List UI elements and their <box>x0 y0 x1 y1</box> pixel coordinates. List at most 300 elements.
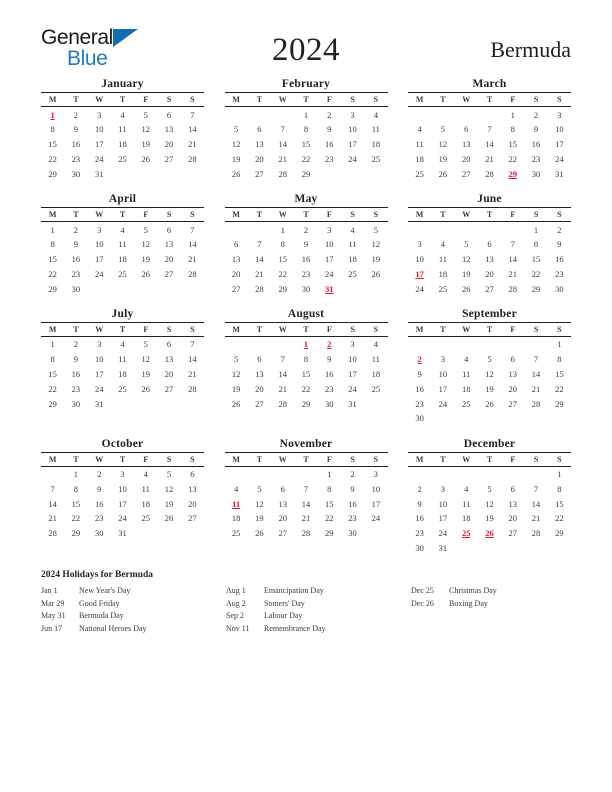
day-cell[interactable]: 25 <box>348 268 357 279</box>
day-cell[interactable]: 18 <box>141 498 151 509</box>
day-cell[interactable]: 13 <box>485 254 494 265</box>
day-cell[interactable]: 24 <box>438 528 448 539</box>
day-cell[interactable]: 17 <box>94 368 104 379</box>
day-cell-holiday[interactable]: 17 <box>415 268 424 279</box>
day-cell[interactable]: 19 <box>141 368 151 379</box>
day-cell[interactable]: 13 <box>508 498 518 509</box>
day-cell[interactable]: 11 <box>118 124 127 135</box>
day-cell[interactable]: 25 <box>118 268 127 279</box>
day-cell[interactable]: 27 <box>164 153 174 164</box>
day-cell[interactable]: 10 <box>94 239 104 250</box>
day-cell[interactable]: 5 <box>143 109 148 120</box>
day-cell[interactable]: 11 <box>118 239 127 250</box>
day-cell[interactable]: 14 <box>485 139 494 150</box>
day-cell[interactable]: 19 <box>485 383 494 394</box>
day-cell[interactable]: 25 <box>438 283 448 294</box>
day-cell[interactable]: 25 <box>461 398 471 409</box>
day-cell[interactable]: 22 <box>48 268 57 279</box>
day-cell[interactable]: 19 <box>141 254 151 265</box>
day-cell[interactable]: 27 <box>508 398 518 409</box>
day-cell[interactable]: 10 <box>438 368 448 379</box>
day-cell[interactable]: 21 <box>485 153 494 164</box>
day-cell[interactable]: 2 <box>350 469 355 480</box>
day-cell[interactable]: 4 <box>120 224 125 235</box>
day-cell[interactable]: 23 <box>94 513 104 524</box>
day-cell[interactable]: 28 <box>255 283 264 294</box>
day-cell-holiday[interactable]: 11 <box>232 498 241 509</box>
day-cell[interactable]: 11 <box>415 139 424 150</box>
day-cell[interactable]: 10 <box>438 498 448 509</box>
day-cell[interactable]: 7 <box>50 483 55 494</box>
day-cell[interactable]: 12 <box>231 139 241 150</box>
day-cell[interactable]: 28 <box>188 153 197 164</box>
day-cell[interactable]: 3 <box>327 224 332 235</box>
day-cell[interactable]: 24 <box>348 153 357 164</box>
day-cell[interactable]: 5 <box>440 124 446 135</box>
day-cell[interactable]: 8 <box>280 239 285 250</box>
day-cell[interactable]: 11 <box>438 254 448 265</box>
day-cell[interactable]: 22 <box>555 383 564 394</box>
day-cell[interactable]: 10 <box>118 483 127 494</box>
day-cell[interactable]: 5 <box>464 239 469 250</box>
day-cell[interactable]: 6 <box>234 239 239 250</box>
day-cell[interactable]: 17 <box>94 254 104 265</box>
day-cell-holiday[interactable]: 1 <box>50 109 55 120</box>
day-cell[interactable]: 21 <box>48 513 57 524</box>
day-cell[interactable]: 24 <box>555 153 564 164</box>
day-cell[interactable]: 14 <box>278 139 287 150</box>
day-cell[interactable]: 18 <box>371 139 381 150</box>
day-cell[interactable]: 19 <box>438 153 448 164</box>
day-cell[interactable]: 1 <box>280 224 285 235</box>
day-cell[interactable]: 15 <box>71 498 81 509</box>
day-cell[interactable]: 20 <box>508 383 518 394</box>
day-cell[interactable]: 8 <box>50 124 55 135</box>
day-cell[interactable]: 15 <box>555 498 564 509</box>
day-cell[interactable]: 20 <box>231 268 241 279</box>
day-cell[interactable]: 30 <box>301 283 311 294</box>
day-cell[interactable]: 24 <box>348 383 357 394</box>
day-cell[interactable]: 28 <box>48 528 57 539</box>
day-cell[interactable]: 17 <box>438 383 448 394</box>
day-cell[interactable]: 8 <box>533 239 539 250</box>
day-cell[interactable]: 26 <box>438 168 448 179</box>
day-cell[interactable]: 8 <box>557 354 562 365</box>
day-cell[interactable]: 3 <box>440 354 446 365</box>
day-cell[interactable]: 10 <box>415 254 424 265</box>
day-cell[interactable]: 31 <box>438 543 448 553</box>
day-cell[interactable]: 9 <box>417 498 422 509</box>
day-cell-holiday[interactable]: 2 <box>417 354 422 365</box>
day-cell[interactable]: 22 <box>48 383 57 394</box>
day-cell[interactable]: 6 <box>166 339 172 350</box>
day-cell[interactable]: 2 <box>557 224 562 235</box>
day-cell[interactable]: 5 <box>487 483 492 494</box>
day-cell[interactable]: 26 <box>371 268 381 279</box>
day-cell[interactable]: 30 <box>555 283 564 294</box>
day-cell[interactable]: 12 <box>461 254 471 265</box>
day-cell[interactable]: 23 <box>71 383 81 394</box>
day-cell[interactable]: 9 <box>73 354 79 365</box>
day-cell[interactable]: 22 <box>508 153 518 164</box>
day-cell[interactable]: 26 <box>485 398 494 409</box>
day-cell[interactable]: 4 <box>464 354 469 365</box>
day-cell[interactable]: 23 <box>415 528 424 539</box>
day-cell[interactable]: 19 <box>164 498 174 509</box>
day-cell[interactable]: 28 <box>301 528 311 539</box>
day-cell[interactable]: 24 <box>325 268 334 279</box>
day-cell[interactable]: 27 <box>461 168 471 179</box>
day-cell[interactable]: 27 <box>231 283 241 294</box>
day-cell[interactable]: 8 <box>303 124 309 135</box>
day-cell[interactable]: 5 <box>234 124 239 135</box>
day-cell[interactable]: 10 <box>325 239 334 250</box>
day-cell[interactable]: 19 <box>485 513 494 524</box>
day-cell[interactable]: 6 <box>510 483 515 494</box>
day-cell[interactable]: 26 <box>141 153 151 164</box>
day-cell[interactable]: 2 <box>73 224 79 235</box>
day-cell[interactable]: 29 <box>531 283 541 294</box>
day-cell[interactable]: 2 <box>73 109 79 120</box>
day-cell[interactable]: 4 <box>464 483 469 494</box>
day-cell[interactable]: 17 <box>118 498 127 509</box>
day-cell[interactable]: 31 <box>118 528 127 539</box>
day-cell[interactable]: 13 <box>255 139 264 150</box>
day-cell[interactable]: 14 <box>278 368 287 379</box>
day-cell[interactable]: 7 <box>280 354 285 365</box>
day-cell[interactable]: 18 <box>371 368 381 379</box>
day-cell[interactable]: 13 <box>164 239 174 250</box>
day-cell[interactable]: 20 <box>188 498 197 509</box>
day-cell[interactable]: 1 <box>303 109 309 120</box>
day-cell[interactable]: 10 <box>94 124 104 135</box>
day-cell[interactable]: 17 <box>438 513 448 524</box>
day-cell[interactable]: 29 <box>555 398 564 409</box>
day-cell[interactable]: 15 <box>531 254 541 265</box>
day-cell[interactable]: 22 <box>301 383 311 394</box>
day-cell[interactable]: 9 <box>350 483 355 494</box>
day-cell[interactable]: 16 <box>415 383 424 394</box>
day-cell[interactable]: 29 <box>48 398 57 409</box>
day-cell[interactable]: 23 <box>301 268 311 279</box>
day-cell[interactable]: 8 <box>50 239 55 250</box>
day-cell[interactable]: 8 <box>557 483 562 494</box>
day-cell[interactable]: 11 <box>118 354 127 365</box>
day-cell[interactable]: 7 <box>190 224 195 235</box>
day-cell[interactable]: 20 <box>255 153 264 164</box>
day-cell[interactable]: 2 <box>417 483 422 494</box>
day-cell[interactable]: 30 <box>71 283 81 294</box>
day-cell[interactable]: 9 <box>533 124 539 135</box>
day-cell[interactable]: 15 <box>325 498 334 509</box>
day-cell[interactable]: 17 <box>348 139 357 150</box>
day-cell[interactable]: 19 <box>141 139 151 150</box>
day-cell[interactable]: 27 <box>485 283 494 294</box>
day-cell[interactable]: 1 <box>50 339 55 350</box>
day-cell[interactable]: 4 <box>143 469 148 480</box>
day-cell[interactable]: 3 <box>350 339 355 350</box>
day-cell[interactable]: 23 <box>325 383 334 394</box>
day-cell[interactable]: 6 <box>166 224 172 235</box>
day-cell[interactable]: 12 <box>164 483 174 494</box>
day-cell[interactable]: 3 <box>97 339 102 350</box>
day-cell[interactable]: 28 <box>531 398 541 409</box>
day-cell[interactable]: 3 <box>97 109 102 120</box>
day-cell[interactable]: 31 <box>94 168 104 179</box>
day-cell[interactable]: 14 <box>301 498 311 509</box>
day-cell[interactable]: 20 <box>164 368 174 379</box>
day-cell[interactable]: 21 <box>278 153 287 164</box>
day-cell[interactable]: 22 <box>278 268 287 279</box>
day-cell[interactable]: 26 <box>231 398 241 409</box>
day-cell[interactable]: 31 <box>348 398 357 409</box>
day-cell[interactable]: 27 <box>164 383 174 394</box>
day-cell[interactable]: 14 <box>188 354 197 365</box>
day-cell[interactable]: 25 <box>118 153 127 164</box>
day-cell[interactable]: 18 <box>231 513 241 524</box>
day-cell[interactable]: 23 <box>325 153 334 164</box>
day-cell[interactable]: 18 <box>118 139 127 150</box>
day-cell[interactable]: 7 <box>280 124 285 135</box>
day-cell[interactable]: 20 <box>164 254 174 265</box>
day-cell[interactable]: 7 <box>303 483 309 494</box>
day-cell[interactable]: 8 <box>510 124 515 135</box>
day-cell[interactable]: 16 <box>301 254 311 265</box>
day-cell[interactable]: 28 <box>188 268 197 279</box>
day-cell[interactable]: 29 <box>301 168 311 179</box>
day-cell[interactable]: 16 <box>71 139 81 150</box>
day-cell[interactable]: 9 <box>557 239 562 250</box>
day-cell[interactable]: 28 <box>531 528 541 539</box>
day-cell[interactable]: 28 <box>485 168 494 179</box>
day-cell[interactable]: 5 <box>234 354 239 365</box>
day-cell[interactable]: 26 <box>141 383 151 394</box>
day-cell[interactable]: 23 <box>415 398 424 409</box>
day-cell[interactable]: 17 <box>94 139 104 150</box>
day-cell[interactable]: 4 <box>120 109 125 120</box>
day-cell[interactable]: 15 <box>48 254 57 265</box>
day-cell[interactable]: 21 <box>188 139 197 150</box>
day-cell[interactable]: 28 <box>508 283 518 294</box>
day-cell[interactable]: 31 <box>555 168 564 179</box>
day-cell[interactable]: 6 <box>257 354 262 365</box>
day-cell[interactable]: 10 <box>348 354 357 365</box>
day-cell[interactable]: 14 <box>531 498 541 509</box>
day-cell[interactable]: 7 <box>533 354 539 365</box>
day-cell[interactable]: 3 <box>97 224 102 235</box>
day-cell[interactable]: 12 <box>438 139 448 150</box>
day-cell[interactable]: 20 <box>255 383 264 394</box>
day-cell[interactable]: 9 <box>327 124 332 135</box>
day-cell[interactable]: 5 <box>257 483 262 494</box>
day-cell[interactable]: 29 <box>278 283 287 294</box>
day-cell[interactable]: 27 <box>188 513 197 524</box>
day-cell[interactable]: 17 <box>348 368 357 379</box>
day-cell[interactable]: 23 <box>555 268 564 279</box>
day-cell[interactable]: 29 <box>71 528 81 539</box>
day-cell[interactable]: 16 <box>325 139 334 150</box>
day-cell-holiday[interactable]: 31 <box>325 283 334 294</box>
day-cell[interactable]: 2 <box>73 339 79 350</box>
day-cell[interactable]: 23 <box>348 513 357 524</box>
day-cell[interactable]: 30 <box>94 528 104 539</box>
day-cell[interactable]: 6 <box>510 354 515 365</box>
day-cell[interactable]: 19 <box>255 513 264 524</box>
day-cell[interactable]: 22 <box>301 153 311 164</box>
day-cell[interactable]: 3 <box>120 469 125 480</box>
day-cell[interactable]: 23 <box>71 153 81 164</box>
day-cell[interactable]: 21 <box>531 513 541 524</box>
day-cell[interactable]: 27 <box>508 528 518 539</box>
day-cell[interactable]: 12 <box>231 368 241 379</box>
day-cell[interactable]: 1 <box>533 224 539 235</box>
day-cell[interactable]: 24 <box>94 153 104 164</box>
day-cell[interactable]: 12 <box>141 124 151 135</box>
day-cell[interactable]: 21 <box>508 268 518 279</box>
day-cell[interactable]: 4 <box>373 109 378 120</box>
day-cell[interactable]: 29 <box>48 283 57 294</box>
day-cell-holiday[interactable]: 2 <box>327 339 332 350</box>
day-cell[interactable]: 20 <box>508 513 518 524</box>
day-cell[interactable]: 13 <box>461 139 471 150</box>
day-cell[interactable]: 4 <box>417 124 422 135</box>
day-cell-holiday[interactable]: 1 <box>303 339 309 350</box>
day-cell[interactable]: 9 <box>327 354 332 365</box>
day-cell[interactable]: 18 <box>438 268 448 279</box>
day-cell[interactable]: 20 <box>278 513 287 524</box>
day-cell[interactable]: 4 <box>120 339 125 350</box>
day-cell-holiday[interactable]: 26 <box>485 528 494 539</box>
day-cell[interactable]: 17 <box>325 254 334 265</box>
day-cell[interactable]: 24 <box>415 283 424 294</box>
day-cell[interactable]: 21 <box>531 383 541 394</box>
day-cell[interactable]: 18 <box>415 153 424 164</box>
day-cell[interactable]: 28 <box>278 398 287 409</box>
day-cell[interactable]: 8 <box>50 354 55 365</box>
day-cell[interactable]: 26 <box>141 268 151 279</box>
day-cell[interactable]: 7 <box>257 239 262 250</box>
day-cell[interactable]: 30 <box>71 398 81 409</box>
day-cell[interactable]: 30 <box>415 413 424 424</box>
day-cell[interactable]: 5 <box>166 469 172 480</box>
day-cell[interactable]: 16 <box>71 254 81 265</box>
day-cell[interactable]: 24 <box>94 383 104 394</box>
day-cell[interactable]: 18 <box>348 254 357 265</box>
day-cell[interactable]: 1 <box>73 469 79 480</box>
day-cell[interactable]: 22 <box>531 268 541 279</box>
day-cell[interactable]: 3 <box>557 109 562 120</box>
day-cell[interactable]: 24 <box>94 268 104 279</box>
day-cell[interactable]: 30 <box>325 398 334 409</box>
day-cell[interactable]: 7 <box>190 339 195 350</box>
day-cell[interactable]: 13 <box>188 483 197 494</box>
day-cell[interactable]: 5 <box>487 354 492 365</box>
day-cell[interactable]: 13 <box>255 368 264 379</box>
day-cell[interactable]: 8 <box>73 483 79 494</box>
day-cell[interactable]: 28 <box>278 168 287 179</box>
day-cell[interactable]: 8 <box>303 354 309 365</box>
day-cell[interactable]: 26 <box>164 513 174 524</box>
day-cell[interactable]: 18 <box>118 254 127 265</box>
day-cell[interactable]: 11 <box>371 354 380 365</box>
day-cell[interactable]: 8 <box>327 483 332 494</box>
day-cell[interactable]: 13 <box>508 368 518 379</box>
day-cell[interactable]: 4 <box>350 224 355 235</box>
day-cell-holiday[interactable]: 25 <box>461 528 471 539</box>
day-cell[interactable]: 7 <box>510 239 515 250</box>
day-cell[interactable]: 14 <box>48 498 57 509</box>
day-cell[interactable]: 11 <box>462 498 471 509</box>
day-cell[interactable]: 19 <box>461 268 471 279</box>
day-cell[interactable]: 9 <box>73 239 79 250</box>
day-cell[interactable]: 26 <box>461 283 471 294</box>
day-cell[interactable]: 9 <box>97 483 102 494</box>
day-cell[interactable]: 22 <box>325 513 334 524</box>
day-cell[interactable]: 29 <box>301 398 311 409</box>
day-cell[interactable]: 1 <box>557 469 562 480</box>
day-cell[interactable]: 18 <box>461 513 471 524</box>
day-cell[interactable]: 16 <box>348 498 357 509</box>
day-cell[interactable]: 16 <box>555 254 564 265</box>
day-cell[interactable]: 12 <box>141 354 151 365</box>
day-cell[interactable]: 13 <box>278 498 287 509</box>
day-cell[interactable]: 15 <box>48 368 57 379</box>
day-cell[interactable]: 21 <box>301 513 311 524</box>
day-cell[interactable]: 5 <box>143 339 148 350</box>
day-cell[interactable]: 20 <box>164 139 174 150</box>
day-cell[interactable]: 18 <box>461 383 471 394</box>
day-cell[interactable]: 17 <box>371 498 381 509</box>
day-cell[interactable]: 14 <box>188 239 197 250</box>
day-cell[interactable]: 23 <box>71 268 81 279</box>
day-cell[interactable]: 28 <box>188 383 197 394</box>
day-cell[interactable]: 14 <box>531 368 541 379</box>
day-cell[interactable]: 1 <box>510 109 515 120</box>
day-cell[interactable]: 26 <box>255 528 264 539</box>
day-cell[interactable]: 1 <box>327 469 332 480</box>
day-cell[interactable]: 24 <box>438 398 448 409</box>
day-cell[interactable]: 11 <box>371 124 380 135</box>
day-cell[interactable]: 14 <box>255 254 264 265</box>
day-cell[interactable]: 19 <box>371 254 381 265</box>
day-cell[interactable]: 12 <box>141 239 151 250</box>
day-cell[interactable]: 21 <box>188 254 197 265</box>
day-cell[interactable]: 7 <box>533 483 539 494</box>
day-cell[interactable]: 22 <box>555 513 564 524</box>
day-cell[interactable]: 15 <box>48 139 57 150</box>
day-cell[interactable]: 16 <box>531 139 541 150</box>
day-cell[interactable]: 14 <box>508 254 518 265</box>
day-cell[interactable]: 3 <box>373 469 378 480</box>
day-cell[interactable]: 15 <box>301 368 311 379</box>
day-cell[interactable]: 15 <box>555 368 564 379</box>
day-cell[interactable]: 22 <box>71 513 81 524</box>
day-cell[interactable]: 16 <box>415 513 424 524</box>
day-cell[interactable]: 18 <box>118 368 127 379</box>
day-cell[interactable]: 7 <box>190 109 195 120</box>
day-cell[interactable]: 4 <box>373 339 378 350</box>
day-cell[interactable]: 27 <box>255 168 264 179</box>
day-cell[interactable]: 2 <box>327 109 332 120</box>
day-cell[interactable]: 31 <box>94 398 104 409</box>
day-cell[interactable]: 3 <box>350 109 355 120</box>
day-cell[interactable]: 15 <box>508 139 518 150</box>
day-cell[interactable]: 24 <box>371 513 381 524</box>
day-cell[interactable]: 10 <box>94 354 104 365</box>
day-cell[interactable]: 7 <box>487 124 492 135</box>
day-cell[interactable]: 25 <box>118 383 127 394</box>
day-cell[interactable]: 20 <box>461 153 471 164</box>
